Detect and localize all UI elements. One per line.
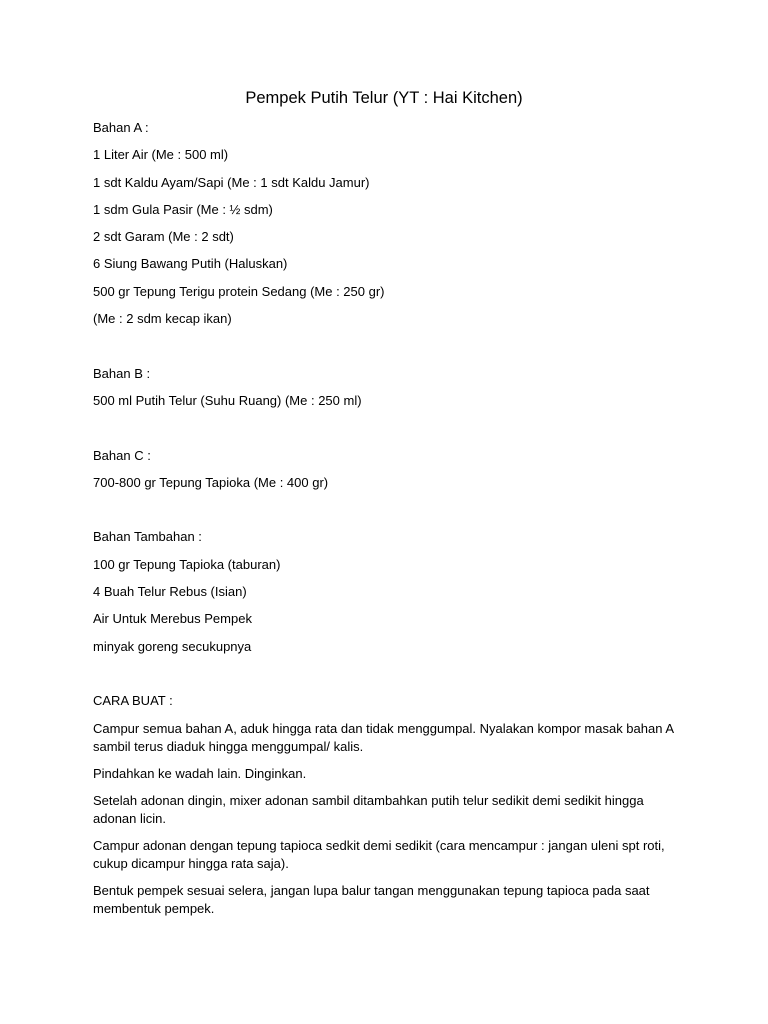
cara-buat-heading: CARA BUAT : bbox=[93, 693, 173, 709]
cara-buat-step: Pindahkan ke wadah lain. Dinginkan. bbox=[93, 765, 307, 781]
bahan-tambahan-item: 4 Buah Telur Rebus (Isian) bbox=[93, 584, 247, 600]
bahan-tambahan-item: minyak goreng secukupnya bbox=[93, 638, 252, 654]
bahan-b-item: 500 ml Putih Telur (Suhu Ruang) (Me : 250 ml) bbox=[93, 392, 362, 408]
bahan-a-item: 1 Liter Air (Me : 500 ml) bbox=[93, 147, 229, 163]
bahan-tambahan-item: 100 gr Tepung Tapioka (taburan) bbox=[93, 556, 281, 572]
cara-buat-step: Setelah adonan dingin, mixer adonan sambil ditambahkan putih telur sedikit demi sedikit hingga adonan licin. bbox=[93, 792, 644, 826]
bahan-a-item: 6 Siung Bawang Putih (Haluskan) bbox=[93, 256, 288, 272]
cara-buat-step: Bentuk pempek sesuai selera, jangan lupa balur tangan menggunakan tepung tapioca pada saat membentuk pempek. bbox=[93, 882, 650, 916]
cara-buat-step: Campur adonan dengan tepung tapioca sedkit demi sedikit (cara mencampur : jangan uleni spt roti, cukup dicampur hingga rata saja). bbox=[93, 837, 665, 871]
bahan-c-heading: Bahan C : bbox=[93, 447, 151, 463]
bahan-a-heading: Bahan A : bbox=[93, 120, 149, 135]
bahan-b-heading: Bahan B : bbox=[93, 365, 151, 381]
bahan-c-item: 700-800 gr Tepung Tapioka (Me : 400 gr) bbox=[93, 474, 329, 490]
document-body bbox=[93, 119, 683, 927]
document-title: Pempek Putih Telur (YT : Hai Kitchen) bbox=[245, 89, 523, 107]
bahan-a-item: 1 sdm Gula Pasir (Me : ½ sdm) bbox=[93, 201, 273, 217]
bahan-tambahan-item: Air Untuk Merebus Pempek bbox=[93, 611, 252, 627]
bahan-tambahan-heading: Bahan Tambahan : bbox=[93, 529, 202, 545]
bahan-a-item: 2 sdt Garam (Me : 2 sdt) bbox=[93, 229, 234, 245]
bahan-a-item: 1 sdt Kaldu Ayam/Sapi (Me : 1 sdt Kaldu Jamur) bbox=[93, 174, 370, 190]
bahan-a-item: (Me : 2 sdm kecap ikan) bbox=[93, 311, 232, 327]
bahan-a-item: 500 gr Tepung Terigu protein Sedang (Me : 250 gr) bbox=[93, 283, 385, 299]
cara-buat-step: Campur semua bahan A, aduk hingga rata dan tidak menggumpal. Nyalakan kompor masak bahan A sambil terus diaduk hingga menggumpal/ kalis. bbox=[93, 720, 674, 754]
